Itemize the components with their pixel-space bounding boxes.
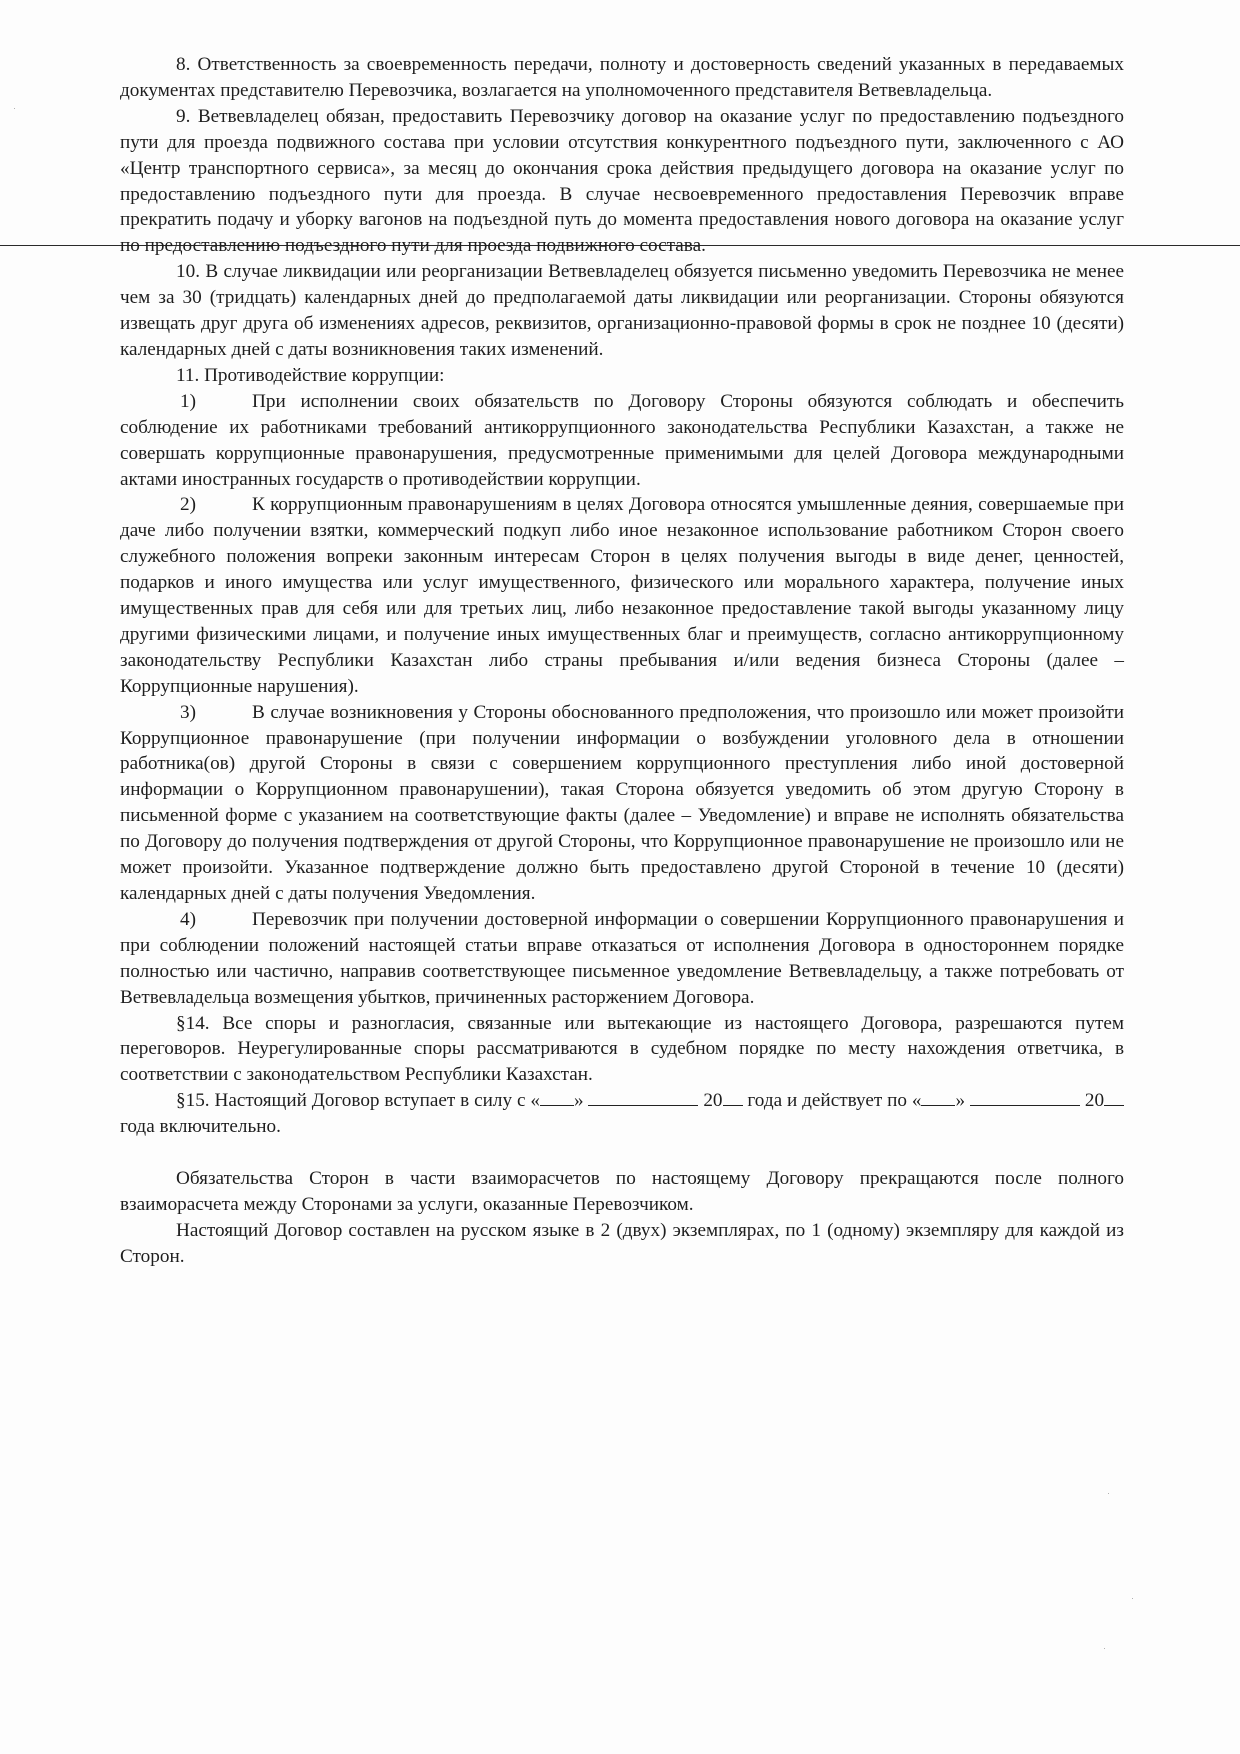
item-number: 4) <box>180 908 196 930</box>
paragraph-14: §14. Все споры и разногласия, связанные или вытекающие из настоящего Договора, разрешаются путем переговоров. Неурегулированные споры рассматриваются в судебном порядке по месту нахождения ответчика, в соответствии с законодательством Республики Казахстан. <box>120 1012 1124 1086</box>
month-blank-2 <box>970 1089 1080 1106</box>
scan-speck <box>1108 1493 1109 1494</box>
anticorruption-item-1 <box>120 389 1124 493</box>
paragraph-10: 10. В случае ликвидации или реорганизации Ветвевладелец обязуется письменно уведомить Перевозчика не менее чем за 30 (тридцать) календарных дней до предполагаемой даты ликвидации или реорганизации. Стороны обязуются извещать друг друга об изменениях адресов, реквизитов, организационно-правовой формы в срок не позднее 10 (десяти) календарных дней с даты возникновения таких изменений. <box>120 261 1124 360</box>
item-number: 3) <box>180 701 196 723</box>
day-blank-2 <box>921 1089 955 1106</box>
paragraph-9: 9. Ветвевладелец обязан, предоставить Перевозчику договор на оказание услуг по предоставлению подъездного пути для проезда подвижного состава при условии отсутствия конкурентного подъездного пути, заключенного с АО «Центр транспортного сервиса», за месяц до окончания срока действия предыдущего договора на оказание услуг по предоставлению подъездного пути для проезда. В случае несвоевременного предоставления Перевозчик вправе прекратить подачу и уборку вагонов на подъездной путь до момента предоставления нового договора на оказание услуг по предоставлению подъездного пути для проезда подвижного состава. <box>120 105 1124 257</box>
scan-speck <box>1104 1648 1105 1649</box>
scan-speck <box>1132 1598 1133 1599</box>
p15-quote-close-1: » <box>573 1090 584 1112</box>
month-blank-1 <box>588 1089 698 1106</box>
p15-start: §15. Настоящий Договор вступает в силу с « <box>176 1090 540 1112</box>
item-text: При исполнении своих обязательств по Договору Стороны обязуются соблюдать и обеспечить соблюдение их работниками требований антикоррупционного законодательства Республики Казахстан, а также не совершать коррупционные правонарушения, предусмотренные применимыми для целей Договора международными актами иностранных государств о противодействии коррупции. <box>120 390 1124 490</box>
item-number: 1) <box>180 390 196 412</box>
p15-end: года включительно. <box>120 1116 281 1138</box>
anticorruption-item-2 <box>120 492 1124 699</box>
scan-speck <box>14 108 15 109</box>
day-blank-1 <box>540 1089 574 1106</box>
year-blank-1 <box>723 1089 743 1106</box>
item-text: В случае возникновения у Стороны обоснованного предположения, что произошло или может произойти Коррупционное правонарушение (при получении информации о возбуждении уголовного дела в отношении работника(ов) другой Стороны в связи с совершением коррупционного преступления либо иной достоверной информации о Коррупционном правонарушении), такая Сторона обязуется уведомить об этом другую Сторону в письменной форме с указанием на соответствующие факты (далее – Уведомление) и вправе не исполнять обязательства по Договору до получения подтверждения от другой Стороны, что Коррупционное правонарушение не произошло или не может произойти. Указанное подтверждение должно быть предоставлено другой Стороной в течение 10 (десяти) календарных дней с даты получения Уведомления. <box>120 701 1124 904</box>
anticorruption-item-3 <box>120 700 1124 907</box>
paragraph-15 <box>120 1088 1124 1140</box>
spacer <box>120 1140 1124 1166</box>
paragraph-8: 8. Ответственность за своевременность передачи, полноту и достоверность сведений указанных в передаваемых документах представителю Перевозчика, возлагается на уполномоченного представителя Ветвевладельца. <box>120 54 1124 101</box>
p15-quote-close-2: » <box>955 1090 966 1112</box>
p15-year-2: 20 <box>1084 1090 1105 1112</box>
year-blank-2 <box>1104 1089 1124 1106</box>
document-body <box>120 52 1124 1270</box>
paragraph-copies: Настоящий Договор составлен на русском языке в 2 (двух) экземплярах, по 1 (одному) экземпляру для каждой из Сторон. <box>120 1219 1124 1267</box>
item-text: К коррупционным правонарушениям в целях Договора относятся умышленные деяния, совершаемые при даче либо получении взятки, коммерческий подкуп либо иное незаконное использование работником Сторон своего служебного положения вопреки законным интересам Сторон в целях получения выгоды в виде денег, ценностей, подарков и иного имущества или услуг имущественного, физического или морального характера, получение иных имущественных прав для себя или для третьих лиц, либо незаконное предоставление такой выгоды указанному лицу другими физическими лицами, и получение иных имущественных благ и преимуществ, согласно антикоррупционному законодательству Республики Казахстан либо страны пребывания и/или ведения бизнеса Стороны (далее – Коррупционные нарушения). <box>120 494 1124 697</box>
p15-year-1: 20 <box>703 1090 723 1112</box>
item-text: Перевозчик при получении достоверной информации о совершении Коррупционного правонарушения и при соблюдении положений настоящей статьи вправе отказаться от исполнения Договора в одностороннем порядке полностью или частично, направив соответствующее письменное уведомление Ветвевладельцу, а также потребовать от Ветвевладельца возмещения убытков, причиненных расторжением Договора. <box>120 908 1124 1008</box>
paragraph-obligations: Обязательства Сторон в части взаиморасчетов по настоящему Договору прекращаются после полного взаиморасчета между Сторонами за услуги, оказанные Перевозчиком. <box>120 1168 1124 1215</box>
paragraph-11-heading: 11. Противодействие коррупции: <box>176 364 445 386</box>
p15-middle: года и действует по « <box>747 1090 922 1112</box>
item-number: 2) <box>180 494 196 516</box>
anticorruption-item-4 <box>120 907 1124 1011</box>
